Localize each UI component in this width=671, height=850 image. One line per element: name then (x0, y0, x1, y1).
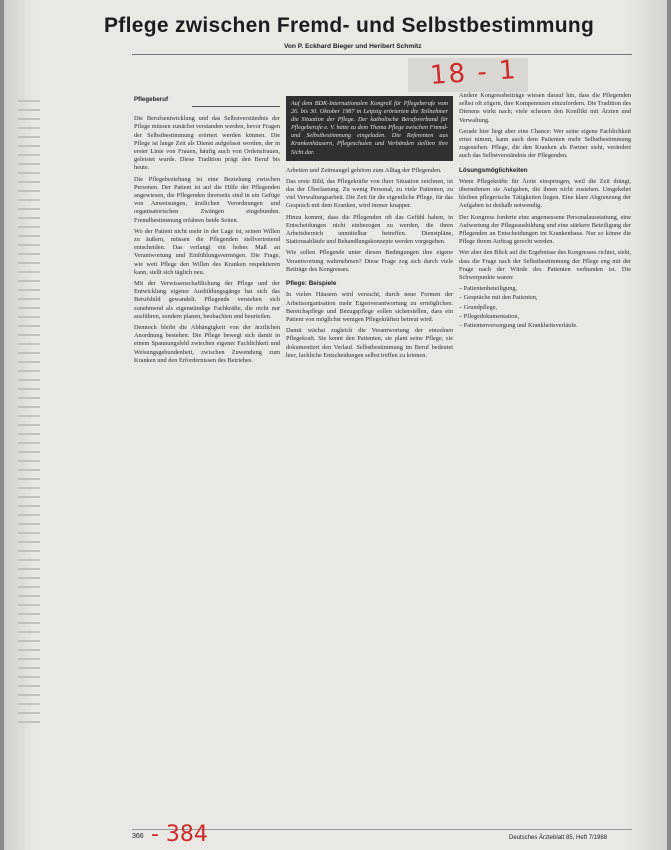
bullet-list (459, 285, 631, 330)
binding-shadow-line (18, 298, 40, 300)
binding-shadow-line (18, 712, 40, 714)
binding-shadow-line (18, 244, 40, 246)
col2-paragraphs-2 (286, 291, 453, 360)
binding-shadow-line (18, 496, 40, 498)
paragraph: Mit der Verwissenschaftlichung der Pflege und der Entwicklung eigener Ausbildungsgänge hat sich das Berufsbild gewandelt. Pflegende verstehen sich zunehmend als eigenständige Fachkräfte, die nicht nur ausführen, sondern planen, beobachten und beurteilen. (134, 280, 280, 320)
binding-shadow-line (18, 631, 40, 633)
binding-shadow-line (18, 649, 40, 651)
list-item: – Gespräche mit den Patienten, (459, 294, 538, 302)
binding-shadow-line (18, 595, 40, 597)
binding-shadow-line (18, 532, 40, 534)
binding-shadow-line (18, 307, 40, 309)
binding-shadow-line (18, 550, 40, 552)
binding-shadow-line (18, 523, 40, 525)
paragraph: Gerade hier liegt aber eine Chance: Wer seine eigene Fachlichkeit ernst nimmt, kann auch dem Patienten mehr Selbstbestimmung zugestehen. Pflege, die den Kranken als Partner sieht, verändert auch das Selbstverständnis der Pflegenden. (459, 127, 631, 160)
text-column-1 (134, 96, 280, 368)
binding-shadow-line (18, 397, 40, 399)
handwritten-page-annotation: - 384 (151, 822, 208, 847)
text-column-2 (286, 96, 453, 363)
paragraph: Damit wächst zugleich die Verantwortung der einzelnen Pflegekraft. Sie kennt den Patienten, sie plant seine Pflege, sie dokumentiert den Verlauf. Selbstbestimmung im Beruf bedeutet hier, fachliche Entscheidungen selbst treffen zu können. (286, 327, 453, 359)
binding-shadow-line (18, 235, 40, 237)
binding-shadow-line (18, 514, 40, 516)
binding-shadow-line (18, 172, 40, 174)
binding-shadow-line (18, 388, 40, 390)
binding-shadow-line (18, 460, 40, 462)
binding-shadow-line (18, 262, 40, 264)
binding-shadow-line (18, 325, 40, 327)
article-authors: Von P. Eckhard Bieger und Heribert Schmitz (284, 43, 422, 50)
highlight-box: Auf dem BDK-Internationalen Kongreß für Pflegeberufe vom 26. bis 30. Oktober 1987 in Leipzig erörterten die Teilnehmer die Situation der Pflege. Der katholische Berufsverband für Pflegeberufe e. V. hatte zu dem Thema Pflege zwischen Fremd- und Selbstbestimmung eingeladen. Die Referenten aus Krankenhäusern, Pflegeschulen und Verbänden stellten ihre Sicht dar. (286, 96, 453, 161)
paragraph: Die Berufsentwicklung und das Selbstverständnis der Pflege müssen zunächst verstanden werden, bevor Fragen der Selbstbestimmung erörtert werden können. Die Pflege ist lange Zeit als Dienst aufgefasst worden, der in erster Linie von Frauen, häufig auch von Ordensfrauen, geleistet wurde. Diese Tradition prägt den Beruf bis heute. (134, 115, 280, 172)
binding-shadow-line (18, 253, 40, 255)
binding-shadow (18, 100, 40, 820)
binding-shadow-line (18, 361, 40, 363)
handwritten-annotation-top: 18 - 1 (429, 54, 519, 92)
binding-shadow-line (18, 190, 40, 192)
binding-shadow-line (18, 415, 40, 417)
section-label-rule (192, 106, 280, 107)
binding-shadow-line (18, 334, 40, 336)
section-label: Pflegeberuf (134, 96, 169, 103)
binding-shadow-line (18, 487, 40, 489)
col1-paragraphs (134, 115, 280, 365)
binding-shadow-line (18, 694, 40, 696)
binding-shadow-line (18, 721, 40, 723)
binding-shadow-line (18, 658, 40, 660)
binding-shadow-line (18, 622, 40, 624)
binding-shadow-line (18, 208, 40, 210)
subheading-pflege-beispiele: Pflege: Beispiele (286, 280, 337, 288)
binding-shadow-line (18, 271, 40, 273)
article-title: Pflege zwischen Fremd- und Selbstbestimmung (104, 14, 595, 37)
binding-shadow-line (18, 676, 40, 678)
binding-shadow-line (18, 163, 40, 165)
col3-paragraphs-2 (459, 178, 631, 282)
subheading-loesungsmoeglichkeiten: Lösungsmöglichkeiten (459, 166, 528, 174)
binding-shadow-line (18, 280, 40, 282)
binding-shadow-line (18, 118, 40, 120)
binding-shadow-line (18, 640, 40, 642)
col3-paragraphs (459, 92, 631, 161)
binding-shadow-line (18, 433, 40, 435)
paragraph: Wo der Patient nicht mehr in der Lage ist, seinen Willen zu äußern, müssen die Pflegenden stellvertretend entscheiden. Das verlangt ein hohes Maß an Verantwortung und Einfühlungsvermögen. Die Frage, wie weit Pflege den Willen des Kranken respektieren kann, stellt sich täglich neu. (134, 227, 280, 276)
paragraph: Wenn Pflegekräfte für Ärzte einspringen, weil die Zeit drängt, übernehmen sie Aufgaben, die ihnen nicht zustehen. Umgekehrt bleiben pflegerische Tätigkeiten liegen. Eine klare Abgrenzung der Aufgaben ist deshalb notwendig. (459, 177, 631, 210)
binding-shadow-line (18, 154, 40, 156)
binding-shadow-line (18, 478, 40, 480)
paragraph: Der Kongress forderte eine angemessene Personalausstattung, eine Aufwertung der Pflegeausbildung und eine stärkere Beteiligung der Pflegenden an Entscheidungen im Krankenhaus. Nur so könne die Pflege ihrem Auftrag gerecht werden. (459, 213, 631, 246)
binding-shadow-line (18, 541, 40, 543)
text-column-3 (459, 92, 631, 331)
binding-shadow-line (18, 442, 40, 444)
paragraph: Hinzu kommt, dass die Pflegenden oft das Gefühl haben, in Entscheidungen nicht einbezogen zu werden, die ihren Arbeitsbereich unmittelbar betreffen. Dienstpläne, Stationsabläufe und Behandlungskonzepte werden vorgegeben. (286, 213, 453, 246)
binding-shadow-line (18, 568, 40, 570)
binding-shadow-line (18, 424, 40, 426)
binding-shadow-line (18, 226, 40, 228)
document-page (4, 0, 667, 850)
binding-shadow-line (18, 100, 40, 102)
page-number: 366 (132, 833, 144, 840)
paragraph: Andere Kongressbeiträge wiesen darauf hin, dass die Pflegenden selbst oft zögern, ihre Kompetenzen einzufordern. Die Tradition des Dienens wirkt nach; viele scheuen den Konflikt mit Ärzten und Verwaltung. (459, 92, 631, 124)
paragraph: Die Pflegebeziehung ist eine Beziehung zwischen Personen. Der Patient ist auf die Hilfe der Pflegenden angewiesen, die Pflegenden ihrerseits sind in ein Gefüge von Anweisungen, ärztlichen Verordnungen und organisatorischen Zwängen eingebunden. Fremdbestimmung erfahren beide Seiten. (134, 175, 280, 224)
binding-shadow-line (18, 469, 40, 471)
paragraph: Wie sollen Pflegende unter diesen Bedingungen ihre eigene Verantwortung wahrnehmen? Diese Frage zog sich durch viele Beiträge des Kongresses. (286, 249, 453, 273)
binding-shadow-line (18, 217, 40, 219)
list-item: – Patientenversorgung und Krankheitsverläufe. (459, 322, 578, 330)
binding-shadow-line (18, 352, 40, 354)
binding-shadow-line (18, 370, 40, 372)
binding-shadow-line (18, 406, 40, 408)
binding-shadow-line (18, 136, 40, 138)
list-item: – Pflegedokumentation, (459, 312, 520, 320)
binding-shadow-line (18, 379, 40, 381)
col2-paragraphs (286, 178, 453, 274)
journal-reference: Deutsches Ärzteblatt 85, Heft 7/1988 (509, 835, 608, 841)
paragraph: Das erste Bild, das Pflegekräfte von ihrer Situation zeichnen, ist das der Überlastung. Zu wenig Personal, zu viele Patienten, zu viel Verwaltungsarbeit. Die Zeit für die eigentliche Pflege, für das Gespräch mit dem Kranken, wird immer knapper. (286, 177, 453, 210)
header-divider (132, 54, 632, 55)
binding-shadow-line (18, 181, 40, 183)
binding-shadow-line (18, 703, 40, 705)
binding-shadow-line (18, 613, 40, 615)
list-item: – Grundpflege, (459, 303, 498, 311)
binding-shadow-line (18, 109, 40, 111)
paragraph: Wer aber den Blick auf die Ergebnisse des Kongresses richtet, sieht, dass die Frage nach der Selbstbestimmung der Pflege eng mit der Frage nach der Würde des Patienten verbunden ist. Die Schwerpunkte waren: (459, 249, 631, 282)
binding-shadow-line (18, 451, 40, 453)
binding-shadow-line (18, 199, 40, 201)
binding-shadow-line (18, 316, 40, 318)
binding-shadow-line (18, 127, 40, 129)
paragraph: Dennoch bleibt die Abhängigkeit von der ärztlichen Anordnung bestehen. Die Pflege bewegt sich damit in einem Spannungsfeld zwischen eigener Fachlichkeit und Weisungsgebundenheit, zwischen Zuwendung zum Kranken und den Erfordernissen des Betriebes. (134, 324, 280, 364)
list-item: – Patientenbeteiligung, (459, 285, 518, 293)
binding-shadow-line (18, 559, 40, 561)
binding-shadow-line (18, 145, 40, 147)
binding-shadow-line (18, 289, 40, 291)
binding-shadow-line (18, 577, 40, 579)
binding-shadow-line (18, 343, 40, 345)
binding-shadow-line (18, 604, 40, 606)
col2-intro: Arbeiten und Zeitmangel gehören zum Alltag der Pflegenden. (286, 166, 442, 174)
paragraph: In vielen Häusern wird versucht, durch neue Formen der Arbeitsorganisation mehr Eigenverantwortung zu ermöglichen. Bereichspflege und Bezugspflege sollen sicherstellen, dass ein Patient von möglichst wenigen Pflegekräften betreut wird. (286, 291, 453, 323)
binding-shadow-line (18, 586, 40, 588)
binding-shadow-line (18, 505, 40, 507)
binding-shadow-line (18, 685, 40, 687)
binding-shadow-line (18, 667, 40, 669)
